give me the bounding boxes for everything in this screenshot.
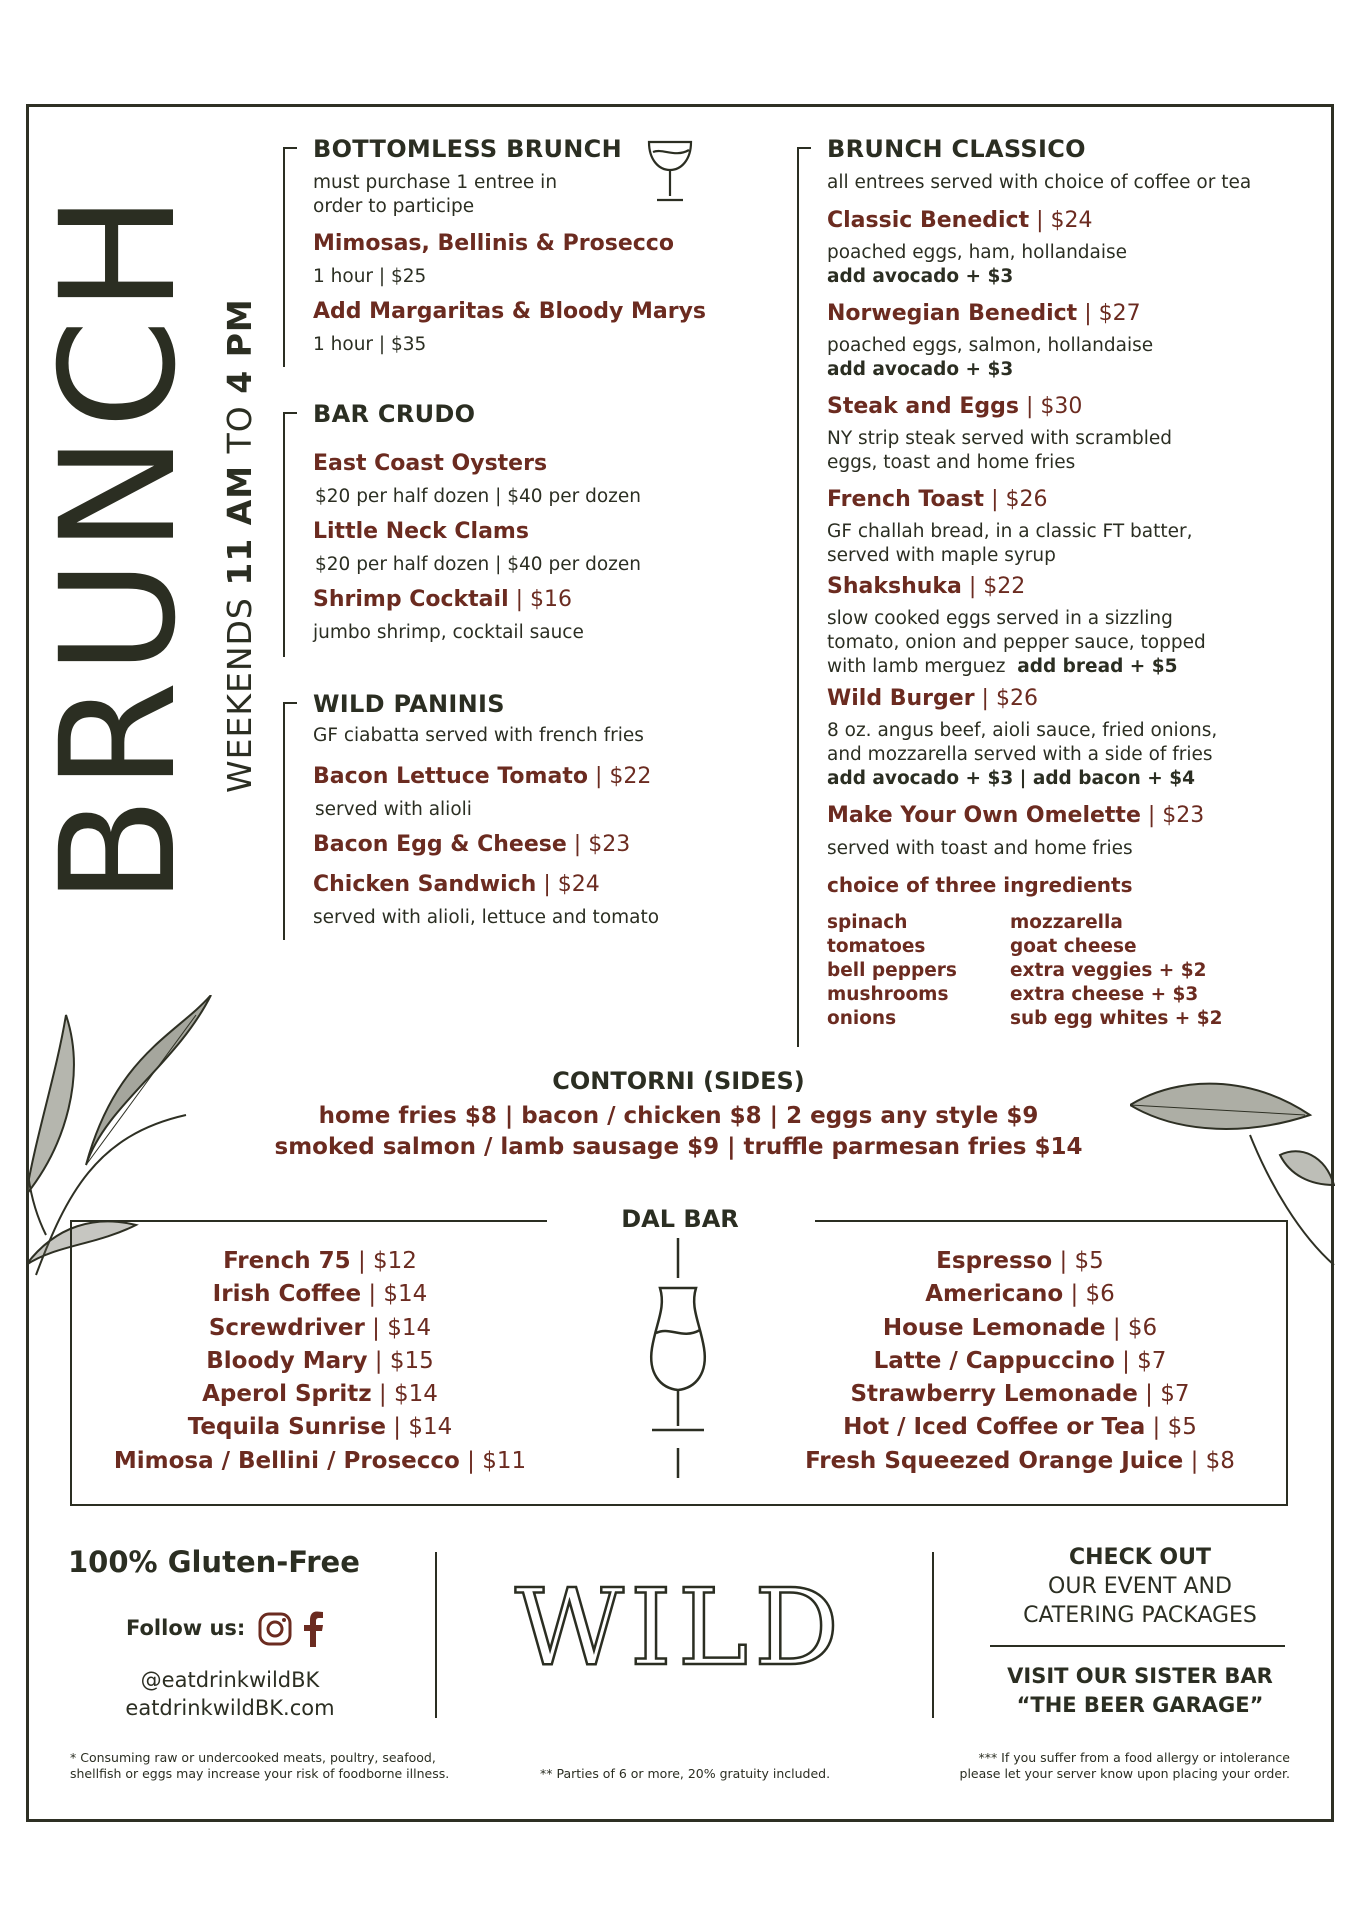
ingredients-right-list bbox=[1010, 911, 1222, 1031]
bar-item: Bloody Mary | $15 bbox=[206, 1347, 434, 1374]
section-title: BOTTOMLESS BRUNCH bbox=[313, 135, 622, 163]
bar-box-top-right bbox=[815, 1220, 1288, 1222]
menu-item-name: Norwegian Benedict | $27 bbox=[827, 301, 1141, 326]
menu-item-name: Bacon Egg & Cheese | $23 bbox=[313, 832, 631, 857]
section-title: BAR CRUDO bbox=[313, 400, 476, 428]
menu-item-desc: $20 per half dozen | $40 per dozen bbox=[315, 486, 641, 507]
menu-item-desc: and mozzarella served with a side of fries bbox=[827, 744, 1213, 765]
wild-logo: WILD bbox=[514, 1566, 846, 1689]
bar-box-top-left bbox=[70, 1220, 547, 1222]
ingredient-item: extra veggies + $2 bbox=[1010, 960, 1207, 981]
menu-item-desc: served with alioli, lettuce and tomato bbox=[313, 907, 660, 928]
menu-item-desc: with lamb merguez add bread + $5 bbox=[827, 656, 1178, 677]
section-note: must purchase 1 entree in bbox=[313, 172, 558, 193]
bar-item: Americano | $6 bbox=[925, 1281, 1115, 1308]
bottomless-brunch-section bbox=[283, 135, 707, 360]
instagram-icon[interactable] bbox=[258, 1612, 292, 1646]
brunch-hours: WEEKENDS 11 AM TO 4 PM bbox=[220, 298, 259, 793]
menu-item-name: Little Neck Clams bbox=[313, 519, 529, 544]
bar-item: House Lemonade | $6 bbox=[882, 1314, 1158, 1341]
event-packages-line[interactable]: OUR EVENT AND bbox=[1048, 1574, 1232, 1599]
ingredient-item: tomatoes bbox=[827, 936, 926, 957]
ingredient-item: bell peppers bbox=[827, 960, 957, 981]
menu-item-name: Steak and Eggs | $30 bbox=[827, 394, 1083, 419]
menu-item-desc: GF challah bread, in a classic FT batter, bbox=[827, 521, 1193, 542]
menu-item-extra: add avocado + $3 | add bacon + $4 bbox=[827, 768, 1195, 789]
ingredients-left-list bbox=[827, 911, 957, 1031]
brunch-title: BRUNCH bbox=[27, 187, 211, 905]
bar-item: Fresh Squeezed Orange Juice | $8 bbox=[805, 1447, 1235, 1474]
bar-item: Aperol Spritz | $14 bbox=[202, 1381, 438, 1408]
menu-item-name: Shakshuka | $22 bbox=[827, 574, 1026, 599]
menu-item-name: Make Your Own Omelette | $23 bbox=[827, 803, 1205, 828]
section-note: order to participe bbox=[313, 196, 475, 217]
glass-icon bbox=[645, 138, 695, 204]
menu-item-name: Mimosas, Bellinis & Prosecco bbox=[313, 231, 674, 256]
menu-item-desc: 8 oz. angus beef, aioli sauce, fried onions, bbox=[827, 720, 1218, 741]
omelette-choice-title: choice of three ingredients bbox=[827, 873, 1133, 897]
tulip-glass-icon bbox=[630, 1238, 726, 1488]
footer-divider bbox=[932, 1552, 934, 1718]
bar-item: Irish Coffee | $14 bbox=[212, 1281, 428, 1308]
menu-item-name: French Toast | $26 bbox=[827, 487, 1048, 512]
menu-item-name: Bacon Lettuce Tomato | $22 bbox=[313, 764, 652, 789]
menu-item-desc: poached eggs, salmon, hollandaise bbox=[827, 335, 1154, 356]
sides-title: CONTORNI (SIDES) bbox=[552, 1067, 805, 1095]
brunch-classico-section bbox=[797, 135, 1297, 1035]
facebook-icon[interactable] bbox=[302, 1611, 324, 1647]
menu-item-desc: 1 hour | $25 bbox=[313, 266, 427, 287]
sides-line: smoked salmon / lamb sausage $9 | truffle parmesan fries $14 bbox=[274, 1134, 1083, 1160]
menu-item-desc: eggs, toast and home fries bbox=[827, 452, 1076, 473]
bar-item: Espresso | $5 bbox=[936, 1248, 1104, 1274]
menu-item-desc: 1 hour | $35 bbox=[313, 334, 427, 355]
menu-item-name: East Coast Oysters bbox=[313, 451, 548, 476]
bar-item: Mimosa / Bellini / Prosecco | $11 bbox=[113, 1447, 527, 1474]
sister-bar-line: VISIT OUR SISTER BAR bbox=[1007, 1664, 1273, 1688]
menu-item-desc: served with maple syrup bbox=[827, 545, 1056, 566]
event-packages-line[interactable]: CATERING PACKAGES bbox=[1023, 1603, 1257, 1628]
section-note: all entrees served with choice of coffee or tea bbox=[827, 172, 1252, 193]
section-title: BRUNCH CLASSICO bbox=[827, 135, 1086, 163]
bar-item: French 75 | $12 bbox=[223, 1248, 417, 1274]
bar-item: Hot / Iced Coffee or Tea | $5 bbox=[843, 1414, 1197, 1441]
footer-rule bbox=[990, 1645, 1285, 1647]
menu-item-name: Classic Benedict | $24 bbox=[827, 208, 1093, 233]
follow-label: Follow us: bbox=[126, 1616, 246, 1640]
menu-item-name: Shrimp Cocktail | $16 bbox=[313, 587, 572, 612]
ingredient-item: mozzarella bbox=[1010, 912, 1123, 933]
bar-item: Latte / Cappuccino | $7 bbox=[873, 1347, 1167, 1374]
bar-item: Screwdriver | $14 bbox=[208, 1314, 432, 1341]
ingredient-item: sub egg whites + $2 bbox=[1010, 1008, 1223, 1029]
ingredient-item: goat cheese bbox=[1010, 936, 1137, 957]
ingredient-item: spinach bbox=[827, 912, 908, 933]
section-note: GF ciabatta served with french fries bbox=[313, 725, 644, 746]
menu-item-desc: poached eggs, ham, hollandaise bbox=[827, 242, 1128, 263]
sister-bar-line: “THE BEER GARAGE” bbox=[1016, 1693, 1264, 1717]
menu-item-name: Chicken Sandwich | $24 bbox=[313, 872, 600, 897]
bar-item: Tequila Sunrise | $14 bbox=[187, 1414, 453, 1441]
menu-item-extra: add avocado + $3 bbox=[827, 266, 1014, 287]
wild-paninis-section bbox=[283, 690, 723, 930]
menu-item-desc: NY strip steak served with scrambled bbox=[827, 428, 1172, 449]
menu-item-desc: slow cooked eggs served in a sizzling bbox=[827, 608, 1173, 629]
bar-list-right bbox=[775, 1245, 1265, 1478]
menu-item-desc: jumbo shrimp, cocktail sauce bbox=[313, 622, 584, 643]
fineprint-allergy: *** If you suffer from a food allergy or intolerance please let your server know upon placing your order. bbox=[959, 1750, 1290, 1781]
bar-title: DAL BAR bbox=[621, 1205, 739, 1233]
menu-item-extra: add avocado + $3 bbox=[827, 359, 1014, 380]
bar-item: Strawberry Lemonade | $7 bbox=[850, 1381, 1190, 1408]
menu-item-name: Add Margaritas & Bloody Marys bbox=[313, 299, 707, 324]
sides-line: home fries $8 | bacon / chicken $8 | 2 eggs any style $9 bbox=[318, 1103, 1039, 1129]
menu-item-desc: $20 per half dozen | $40 per dozen bbox=[315, 554, 641, 575]
section-title: WILD PANINIS bbox=[313, 690, 505, 718]
gluten-free-label: 100% Gluten-Free bbox=[68, 1545, 360, 1579]
ingredient-item: onions bbox=[827, 1008, 897, 1029]
bar-list-left bbox=[80, 1245, 560, 1478]
menu-item-desc: served with toast and home fries bbox=[827, 838, 1133, 859]
ingredient-item: mushrooms bbox=[827, 984, 949, 1005]
fineprint-gratuity: ** Parties of 6 or more, 20% gratuity included. bbox=[540, 1766, 831, 1781]
bar-crudo-section bbox=[283, 400, 703, 650]
website-link[interactable]: eatdrinkwildBK.com bbox=[125, 1696, 335, 1720]
menu-item-desc: tomato, onion and pepper sauce, topped bbox=[827, 632, 1206, 653]
check-out-label: CHECK OUT bbox=[1068, 1545, 1211, 1570]
footer-divider bbox=[435, 1552, 437, 1718]
menu-item-desc: served with alioli bbox=[315, 799, 472, 820]
fineprint-raw-food: * Consuming raw or undercooked meats, poultry, seafood, shellfish or eggs may increase your risk of foodborne illness. bbox=[70, 1750, 450, 1781]
social-handle[interactable]: @eatdrinkwildBK bbox=[140, 1668, 320, 1692]
ingredient-item: extra cheese + $3 bbox=[1010, 984, 1199, 1005]
menu-item-name: Wild Burger | $26 bbox=[827, 686, 1038, 711]
